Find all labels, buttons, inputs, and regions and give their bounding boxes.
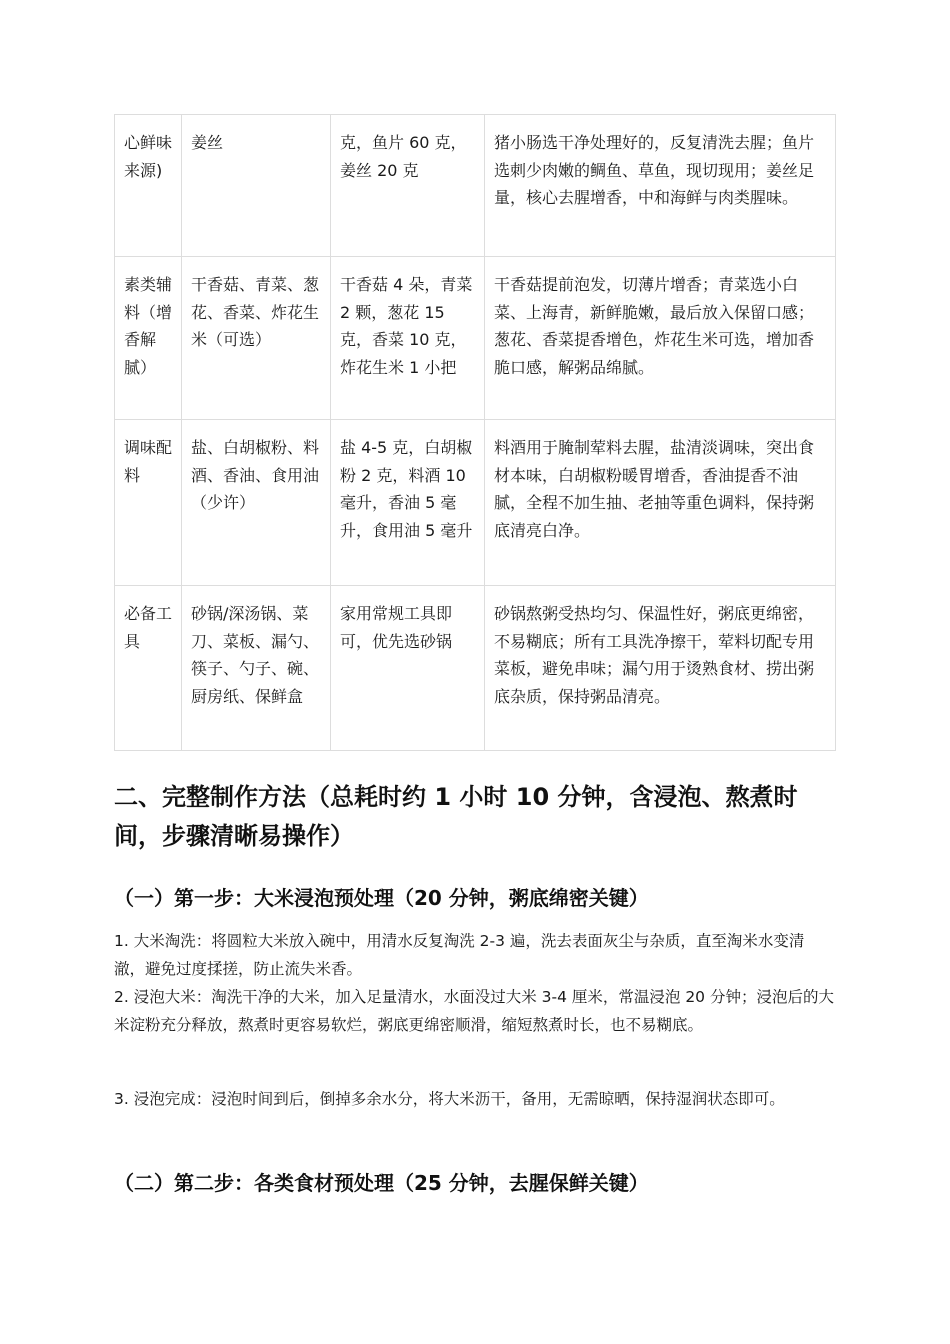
category-cell: 心鲜味来源) <box>115 115 182 257</box>
section-heading: 二、完整制作方法（总耗时约 1 小时 10 分钟，含浸泡、熬煮时间，步骤清晰易操作） <box>114 783 798 850</box>
note-cell: 猪小肠选干净处理好的，反复清洗去腥；鱼片选刺少肉嫩的鲷鱼、草鱼，现切现用；姜丝足量，核心去腥增香，中和海鲜与肉类腥味。 <box>485 115 836 257</box>
amount-cell: 干香菇 4 朵，青菜 2 颗，葱花 15 克，香菜 10 克，炸花生米 1 小把 <box>331 257 485 420</box>
step1-item-1: 1. 大米淘洗：将圆粒大米放入碗中，用清水反复淘洗 2-3 遍，洗去表面灰尘与杂质，直至淘米水变清澈，避免过度揉搓，防止流失米香。 <box>114 932 805 978</box>
category-cell: 调味配料 <box>115 420 182 586</box>
table-row <box>115 115 836 257</box>
step1-item-2: 2. 浸泡大米：淘洗干净的大米，加入足量清水，水面没过大米 3-4 厘米，常温浸泡 20 分钟；浸泡后的大米淀粉充分释放，熬煮时更容易软烂，粥底更绵密顺滑，缩短熬煮时长，也不易糊底。 <box>114 988 834 1034</box>
note-cell: 料酒用于腌制荤料去腥，盐清淡调味，突出食材本味，白胡椒粉暖胃增香，香油提香不油腻，全程不加生抽、老抽等重色调料，保持粥底清亮白净。 <box>485 420 836 586</box>
items-cell: 干香菇、青菜、葱花、香菜、炸花生米（可选） <box>182 257 331 420</box>
category-cell: 必备工具 <box>115 586 182 751</box>
amount-cell: 克，鱼片 60 克，姜丝 20 克 <box>331 115 485 257</box>
ingredient-table <box>114 114 836 751</box>
table-row <box>115 257 836 420</box>
step1-item-3: 3. 浸泡完成：浸泡时间到后，倒掉多余水分，将大米沥干，备用，无需晾晒，保持湿润状态即可。 <box>114 1090 785 1108</box>
note-cell: 砂锅熬粥受热均匀、保温性好，粥底更绵密，不易糊底；所有工具洗净擦干，荤料切配专用菜板，避免串味；漏勺用于烫熟食材、捞出粥底杂质，保持粥品清亮。 <box>485 586 836 751</box>
items-cell: 盐、白胡椒粉、料酒、香油、食用油（少许） <box>182 420 331 586</box>
table-row <box>115 420 836 586</box>
table-row <box>115 586 836 751</box>
note-cell: 干香菇提前泡发，切薄片增香；青菜选小白菜、上海青，新鲜脆嫩，最后放入保留口感；葱花、香菜提香增色，炸花生米可选，增加香脆口感，解粥品绵腻。 <box>485 257 836 420</box>
items-cell: 砂锅/深汤锅、菜刀、菜板、漏勺、筷子、勺子、碗、厨房纸、保鲜盒 <box>182 586 331 751</box>
document-page <box>114 114 835 1195</box>
step2-heading: （二）第二步：各类食材预处理（25 分钟，去腥保鲜关键） <box>114 1171 649 1195</box>
amount-cell: 盐 4-5 克，白胡椒粉 2 克，料酒 10 毫升，香油 5 毫升，食用油 5 毫升 <box>331 420 485 586</box>
step1-heading: （一）第一步：大米浸泡预处理（20 分钟，粥底绵密关键） <box>114 886 649 910</box>
items-cell: 姜丝 <box>182 115 331 257</box>
amount-cell: 家用常规工具即可，优先选砂锅 <box>331 586 485 751</box>
category-cell: 素类辅料（增香解腻） <box>115 257 182 420</box>
